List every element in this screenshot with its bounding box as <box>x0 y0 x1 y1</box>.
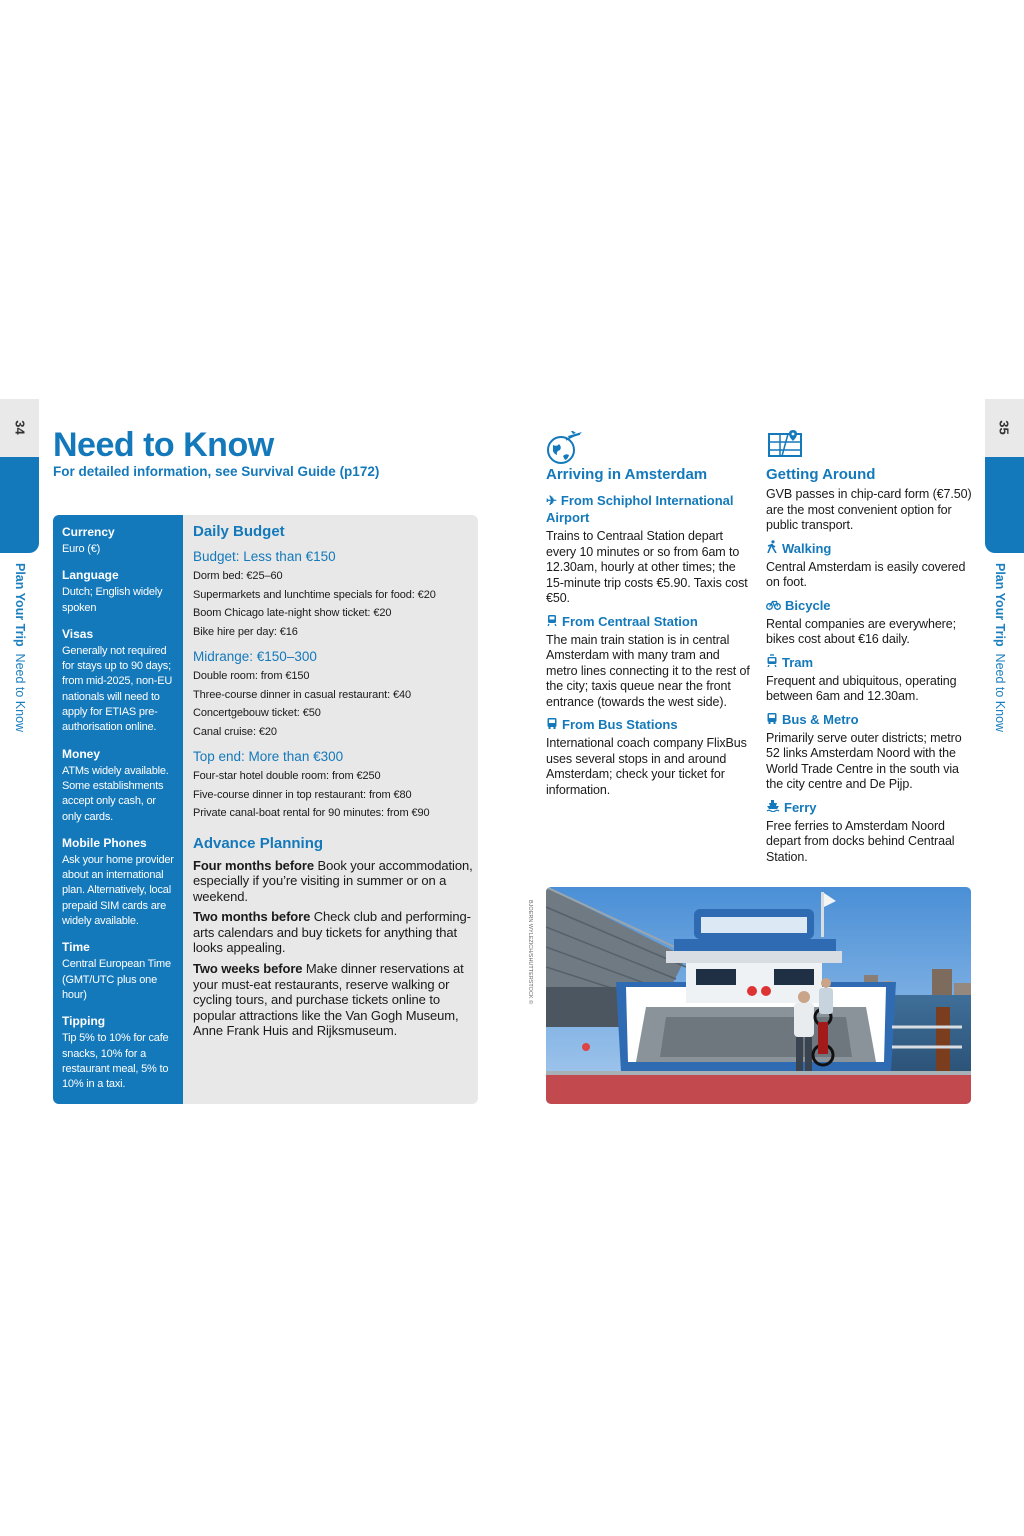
info-box <box>53 515 478 1104</box>
arrival-item-text: International coach company FlixBus uses several stops in and around Amsterdam; check your ticket for information. <box>546 736 747 797</box>
fact-language: Language Dutch; English widely spoken <box>62 568 163 614</box>
fact-mobile-phones: Mobile Phones Ask your home provider about an international plan. Alternatively, local prepaid SIM cards are widely available. <box>62 835 174 928</box>
bus-icon <box>766 711 778 728</box>
arrival-item-title: From Centraal Station <box>546 613 751 630</box>
map-icon <box>766 428 976 466</box>
ferry-photo <box>546 887 971 1104</box>
planning-item: Four months before Book your accommodation, especially if you’re visiting in summer or on a weekend. <box>193 857 473 904</box>
budget-group-mid: Midrange: €150–300 Double room: from €150 Three-course dinner in casual restaurant: €40 Concertgebouw ticket: €50 Canal cruise: €20 <box>193 649 412 738</box>
transport-item-title: Bicycle <box>766 597 976 614</box>
page-title: Need to Know <box>53 426 274 464</box>
getting-around-heading: Getting Around <box>766 466 876 483</box>
budget-group-low: Budget: Less than €150 Dorm bed: €25–60 Supermarkets and lunchtime specials for food: €20 Boom Chicago late-night show ticket: €20 Bike hire per day: €16 <box>193 549 436 638</box>
transport-item-title: Tram <box>766 654 976 671</box>
fact-visas: Visas Generally not required for stays up to 90 days; from mid-2025, non-EU nationals will need to apply for ETIAS pre-authorisation online. <box>62 626 173 734</box>
planning-item: Two weeks before Make dinner reservations at your must-eat restaurants, reserve walking or cycling tours, and purchase tickets online to popular attractions like the Van Gogh Museum, Anne Frank Huis and Rijksmuseum. <box>193 961 464 1039</box>
transport-item-text: Rental companies are everywhere; bikes cost about €16 daily. <box>766 616 956 646</box>
budget-column <box>193 523 475 1044</box>
budget-heading: Daily Budget <box>193 523 285 540</box>
planning-item: Two months before Check club and performing-arts calendars and buy tickets for anything that looks appealing. <box>193 909 471 956</box>
arriving-column <box>546 428 751 798</box>
transport-item-title: Walking <box>766 540 976 557</box>
transport-item-text: Primarily serve outer districts; metro 52 links Amsterdam Noord with the World Trade Centre in the south via the city centre and De Pijp. <box>766 730 962 791</box>
arrival-item-title: From Bus Stations <box>546 716 751 733</box>
arrival-item-text: Trains to Centraal Station depart every 10 minutes or so from 6am to 12.30am, hourly at other times; the 15-minute trip costs €5.90. Taxis cost €50. <box>546 529 748 605</box>
bus-icon <box>546 716 558 733</box>
page-tab-right-accent <box>985 457 1024 553</box>
fact-money: Money ATMs widely available. Some establishments accept only cash, or only cards. <box>62 746 169 823</box>
running-head-left: Plan Your Trip Need to Know <box>13 563 27 733</box>
transport-item-title: Bus & Metro <box>766 711 976 728</box>
arrival-item-title: ✈ From Schiphol International Airport <box>546 493 734 525</box>
facts-column <box>53 515 183 1104</box>
page-subtitle: For detailed information, see Survival Guide (p172) <box>53 464 380 479</box>
transport-item-title: Ferry <box>766 799 976 816</box>
running-head-right: Plan Your Trip Need to Know <box>993 563 1007 733</box>
getting-around-column <box>766 428 976 865</box>
fact-time: Time Central European Time (GMT/UTC plus one hour) <box>62 940 171 1001</box>
train-icon <box>546 613 558 630</box>
tram-icon <box>766 654 778 671</box>
budget-group-top: Top end: More than €300 Four-star hotel double room: from €250 Five-course dinner in top restaurant: from €80 Private canal-boat rental for 90 minutes: from €90 <box>193 749 430 819</box>
walking-icon <box>766 540 778 557</box>
photo-credit: BJOERN WYLEZICH/SHUTTERSTOCK © <box>527 900 533 1005</box>
transport-item-text: Central Amsterdam is easily covered on foot. <box>766 559 966 589</box>
planning-heading: Advance Planning <box>193 834 324 852</box>
page-tab-left-accent <box>0 457 39 553</box>
globe-plane-icon <box>546 428 751 466</box>
page-number-left: 34 <box>12 420 28 435</box>
fact-tipping: Tipping Tip 5% to 10% for cafe snacks, 10% for a restaurant meal, 5% to 10% in a taxi. <box>62 1014 169 1091</box>
fact-currency: Currency Euro (€) <box>62 525 115 555</box>
transport-item-text: Frequent and ubiquitous, operating between 6am and 12.30am. <box>766 673 957 703</box>
bicycle-icon <box>766 597 781 614</box>
ferry-icon <box>766 799 780 816</box>
page-number-right: 35 <box>996 420 1012 435</box>
transport-item-text: Free ferries to Amsterdam Noord depart from docks behind Centraal Station. <box>766 818 955 864</box>
arriving-heading: Arriving in Amsterdam <box>546 466 708 483</box>
arrival-item-text: The main train station is in central Amsterdam with many tram and metro lines connecting it to the rest of the city; taxis queue near the front entrance (towards the west side). <box>546 632 750 709</box>
getting-around-intro: GVB passes in chip-card form (€7.50) are the most convenient option for public transport. <box>766 487 972 532</box>
plane-icon: ✈ <box>546 493 557 508</box>
